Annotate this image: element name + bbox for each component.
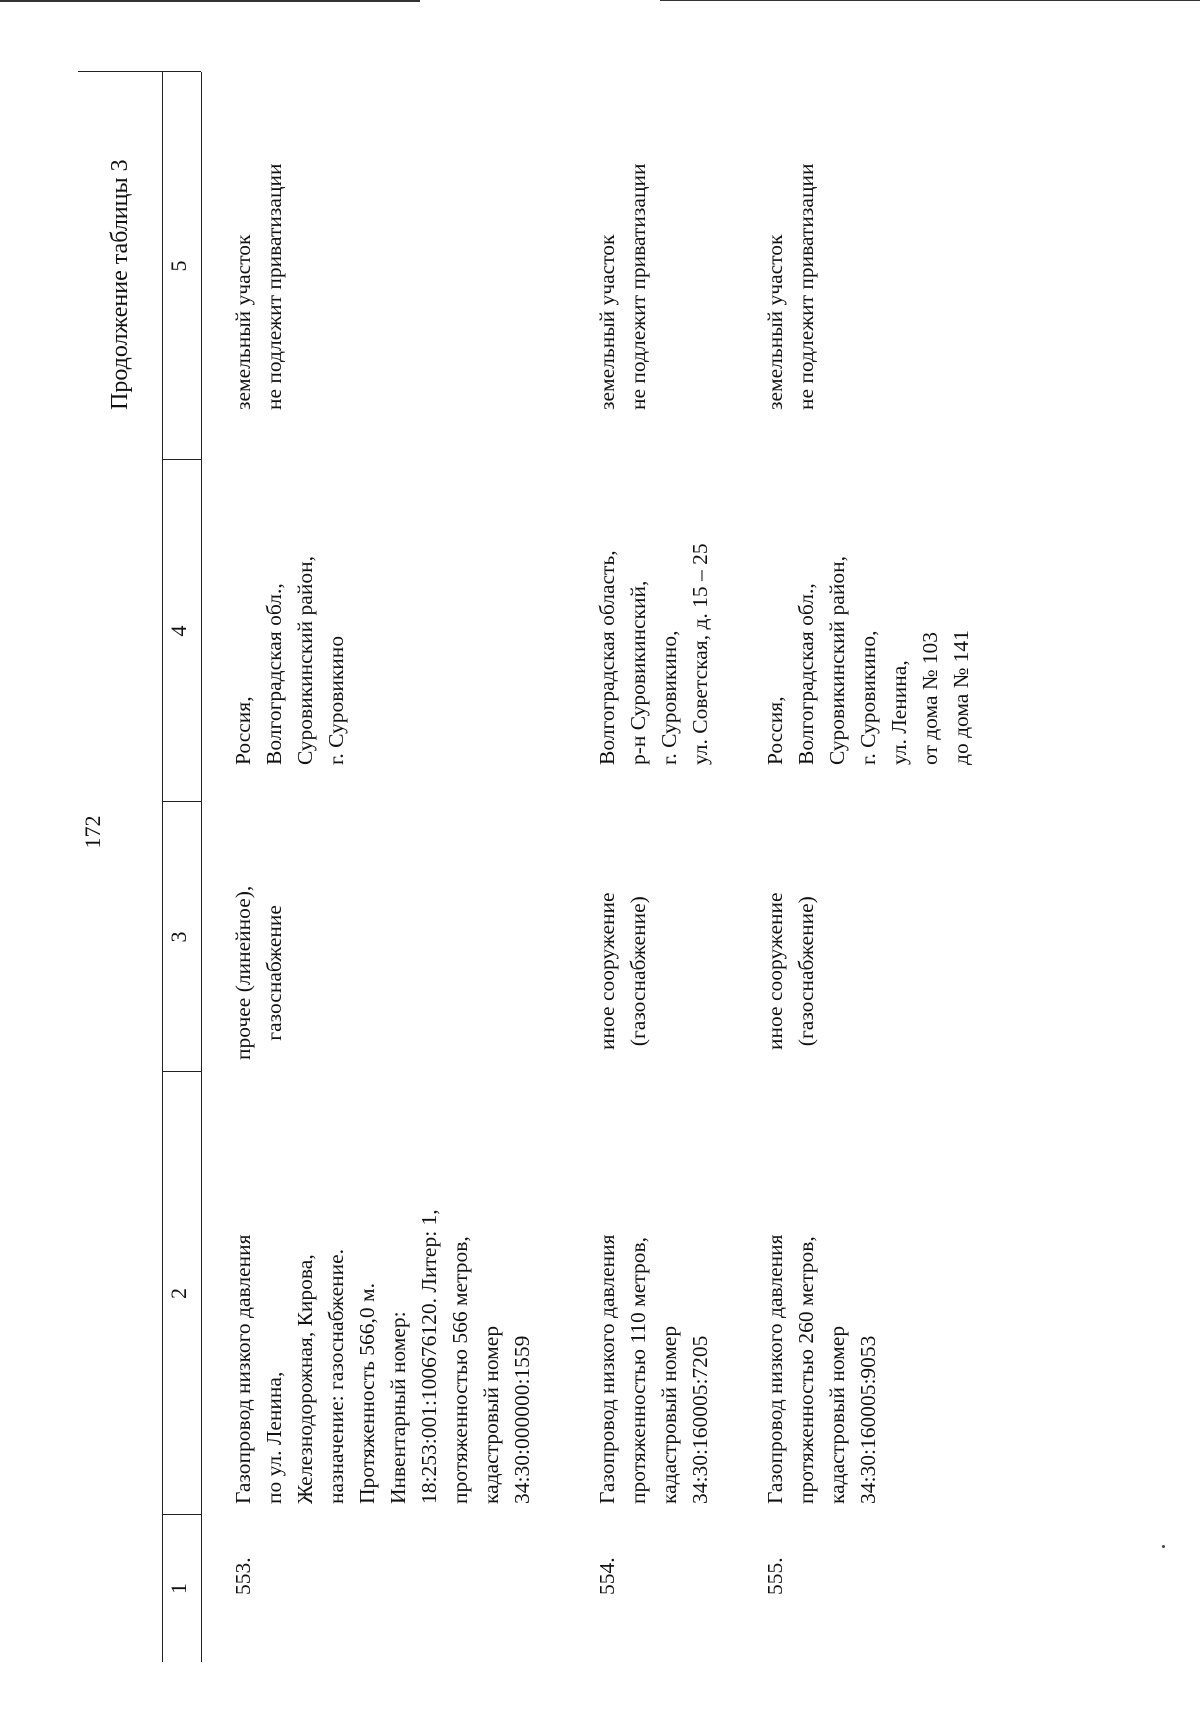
table-row-554-name: Газопровод низкого давления протяженностью 110 метров, кадастровый номер 34:30:160005:7205 bbox=[595, 1234, 712, 1504]
column-header-3: 3 bbox=[166, 931, 191, 943]
header-bottom-border bbox=[201, 72, 202, 1662]
table-row-553-note: земельный участок не подлежит приватизации bbox=[231, 163, 286, 410]
table-row-555-number: 555. bbox=[763, 1557, 787, 1595]
table-row-554-number: 554. bbox=[595, 1557, 619, 1595]
table-continuation-label: Продолжение таблицы 3 bbox=[107, 159, 133, 410]
table-row-553-type: прочее (линейное), газоснабжение bbox=[231, 885, 286, 1060]
table-row-553-number: 553. bbox=[231, 1557, 255, 1595]
table-row-555-type: иное сооружение (газоснабжение) bbox=[763, 892, 818, 1050]
table-row-555-address: Россия, Волгоградская обл., Суровикинский район, г. Суровикино, ул. Ленина, от дома № 103 до дома № 141 bbox=[763, 556, 973, 765]
column-header-4: 4 bbox=[166, 625, 191, 637]
table-row-554-type: иное сооружение (газоснабжение) bbox=[595, 892, 650, 1050]
table-row-553-name: Газопровод низкого давления по ул. Ленина, Железнодорожная, Кирова, назначение: газоснабжение. Протяженность 566,0 м. Инвентарный номер: 18:253:001:100676120. Литер: 1, протяженностью 566 метров, кадастровый номер 34:30:000000:1559 bbox=[231, 1209, 534, 1504]
column-header-5: 5 bbox=[166, 260, 191, 272]
table-row-555-note: земельный участок не подлежит приватизации bbox=[763, 163, 818, 410]
table-row-554-address: Волгоградская область, р-н Суровикинский, г. Суровикино, ул. Советская, д. 15 – 25 bbox=[595, 543, 712, 765]
page-number: 172 bbox=[80, 815, 105, 849]
column-header-2: 2 bbox=[166, 1288, 191, 1299]
column-header-1: 1 bbox=[166, 1583, 191, 1594]
table-top-border bbox=[162, 72, 163, 1662]
table-row-555-name: Газопровод низкого давления протяженностью 260 метров, кадастровый номер 34:30:160005:9053 bbox=[763, 1234, 880, 1504]
table-row-554-note: земельный участок не подлежит приватизации bbox=[595, 163, 650, 410]
table-row-553-address: Россия, Волгоградская обл., Суровикинский район, г. Суровикино bbox=[231, 556, 348, 765]
